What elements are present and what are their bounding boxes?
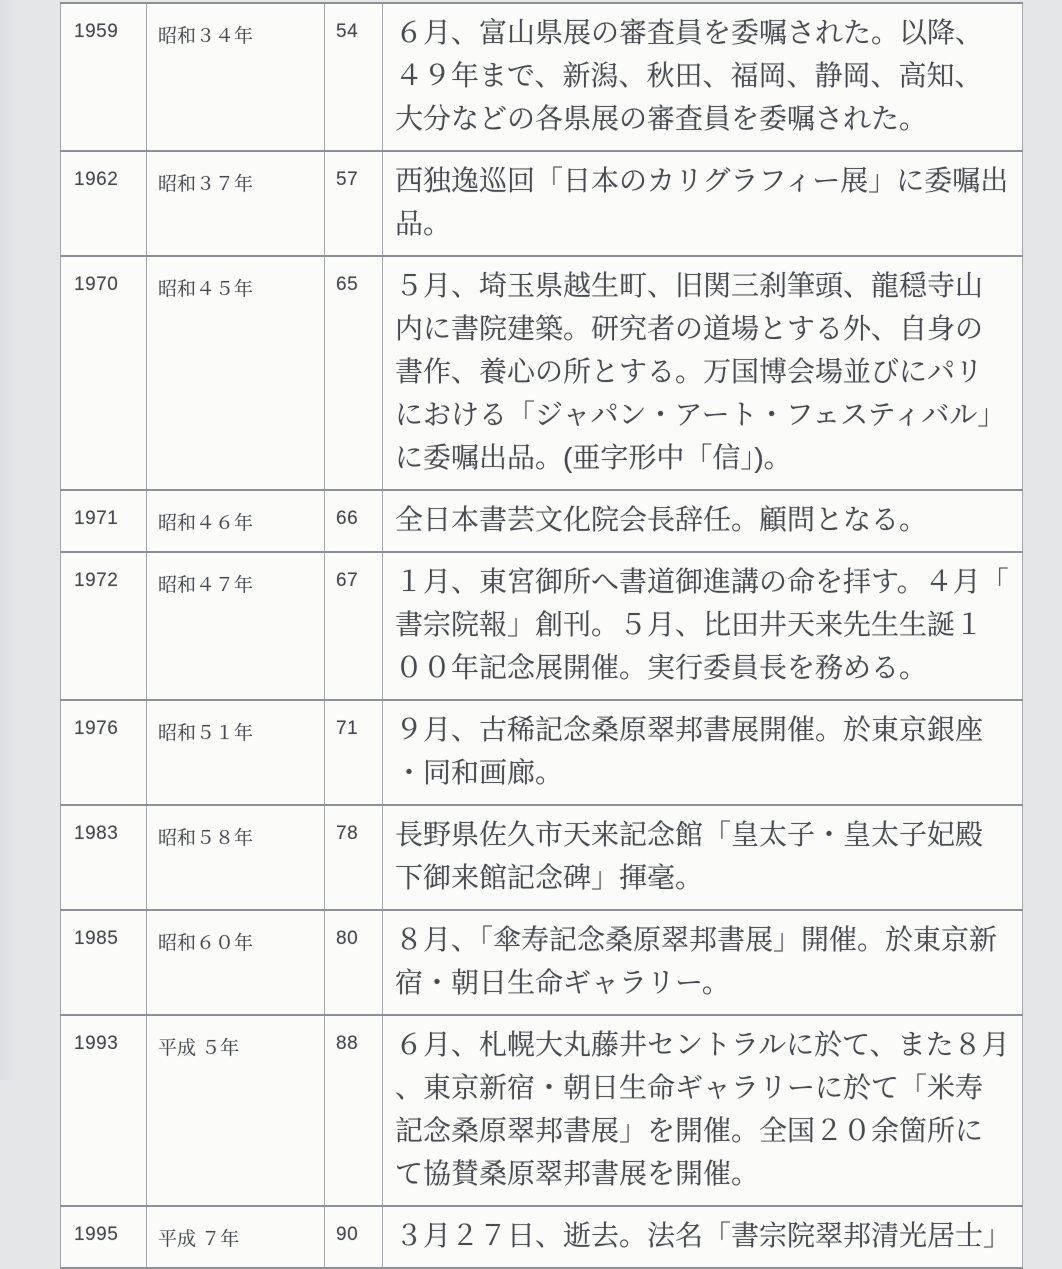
era-cell: 昭和４６年 bbox=[147, 490, 325, 552]
table-row bbox=[61, 700, 1023, 805]
table-row bbox=[61, 910, 1023, 1015]
era-cell: 昭和６０年 bbox=[147, 910, 325, 1015]
table-row bbox=[61, 490, 1023, 552]
year-cell: 1971 bbox=[61, 490, 147, 552]
age-cell: 54 bbox=[325, 3, 383, 151]
age-cell: 65 bbox=[325, 256, 383, 490]
age-cell: 80 bbox=[325, 910, 383, 1015]
age-cell: 57 bbox=[325, 151, 383, 256]
era-cell: 昭和３４年 bbox=[147, 3, 325, 151]
description-cell: １月、東宮御所へ書道御進講の命を拝す。４月「書宗院報」創刊。５月、比田井天来先生生誕１００年記念展開催。実行委員長を務める。 bbox=[383, 552, 1023, 700]
age-cell: 67 bbox=[325, 552, 383, 700]
table-row bbox=[61, 1015, 1023, 1206]
era-cell: 平成 ５年 bbox=[147, 1015, 325, 1206]
description-cell: ６月、札幌大丸藤井セントラルに於て、また８月、東京新宿・朝日生命ギャラリーに於て「米寿記念桑原翠邦書展」を開催。全国２０余箇所にて協賛桑原翠邦書展を開催。 bbox=[383, 1015, 1023, 1206]
table-row bbox=[61, 552, 1023, 700]
era-cell: 昭和５１年 bbox=[147, 700, 325, 805]
era-cell: 昭和４５年 bbox=[147, 256, 325, 490]
age-cell: 71 bbox=[325, 700, 383, 805]
description-cell: 長野県佐久市天来記念館「皇太子・皇太子妃殿下御来館記念碑」揮毫。 bbox=[383, 805, 1023, 910]
year-cell: 1985 bbox=[61, 910, 147, 1015]
era-cell: 昭和３７年 bbox=[147, 151, 325, 256]
era-cell: 昭和４７年 bbox=[147, 552, 325, 700]
table-row bbox=[61, 1206, 1023, 1268]
table-row bbox=[61, 805, 1023, 910]
table-row bbox=[61, 256, 1023, 490]
year-cell: 1983 bbox=[61, 805, 147, 910]
table-row bbox=[61, 151, 1023, 256]
year-cell: 1972 bbox=[61, 552, 147, 700]
description-cell: ３月２７日、逝去。法名「書宗院翠邦清光居士」 bbox=[383, 1206, 1023, 1268]
age-cell: 78 bbox=[325, 805, 383, 910]
year-cell: 1970 bbox=[61, 256, 147, 490]
description-cell: ５月、埼玉県越生町、旧関三刹筆頭、龍穏寺山内に書院建築。研究者の道場とする外、自身の書作、養心の所とする。万国博会場並びにパリにおける「ジャパン・アート・フェスティバル」に委嘱出品。(亜字形中「信」)。 bbox=[383, 256, 1023, 490]
description-cell: 全日本書芸文化院会長辞任。顧問となる。 bbox=[383, 490, 1023, 552]
age-cell: 90 bbox=[325, 1206, 383, 1268]
age-cell: 66 bbox=[325, 490, 383, 552]
description-cell: ８月、「傘寿記念桑原翠邦書展」開催。於東京新宿・朝日生命ギャラリー。 bbox=[383, 910, 1023, 1015]
age-cell: 88 bbox=[325, 1015, 383, 1206]
description-cell: ６月、富山県展の審査員を委嘱された。以降、４９年まで、新潟、秋田、福岡、静岡、高知、大分などの各県展の審査員を委嘱された。 bbox=[383, 3, 1023, 151]
year-cell: 1959 bbox=[61, 3, 147, 151]
year-cell: 1962 bbox=[61, 151, 147, 256]
description-cell: 西独逸巡回「日本のカリグラフィー展」に委嘱出品。 bbox=[383, 151, 1023, 256]
year-cell: 1995 bbox=[61, 1206, 147, 1268]
era-cell: 昭和５８年 bbox=[147, 805, 325, 910]
table-row bbox=[61, 3, 1023, 151]
description-cell: ９月、古稀記念桑原翠邦書展開催。於東京銀座・同和画廊。 bbox=[383, 700, 1023, 805]
year-cell: 1993 bbox=[61, 1015, 147, 1206]
chronology-table bbox=[60, 2, 1023, 1269]
era-cell: 平成 ７年 bbox=[147, 1206, 325, 1268]
year-cell: 1976 bbox=[61, 700, 147, 805]
